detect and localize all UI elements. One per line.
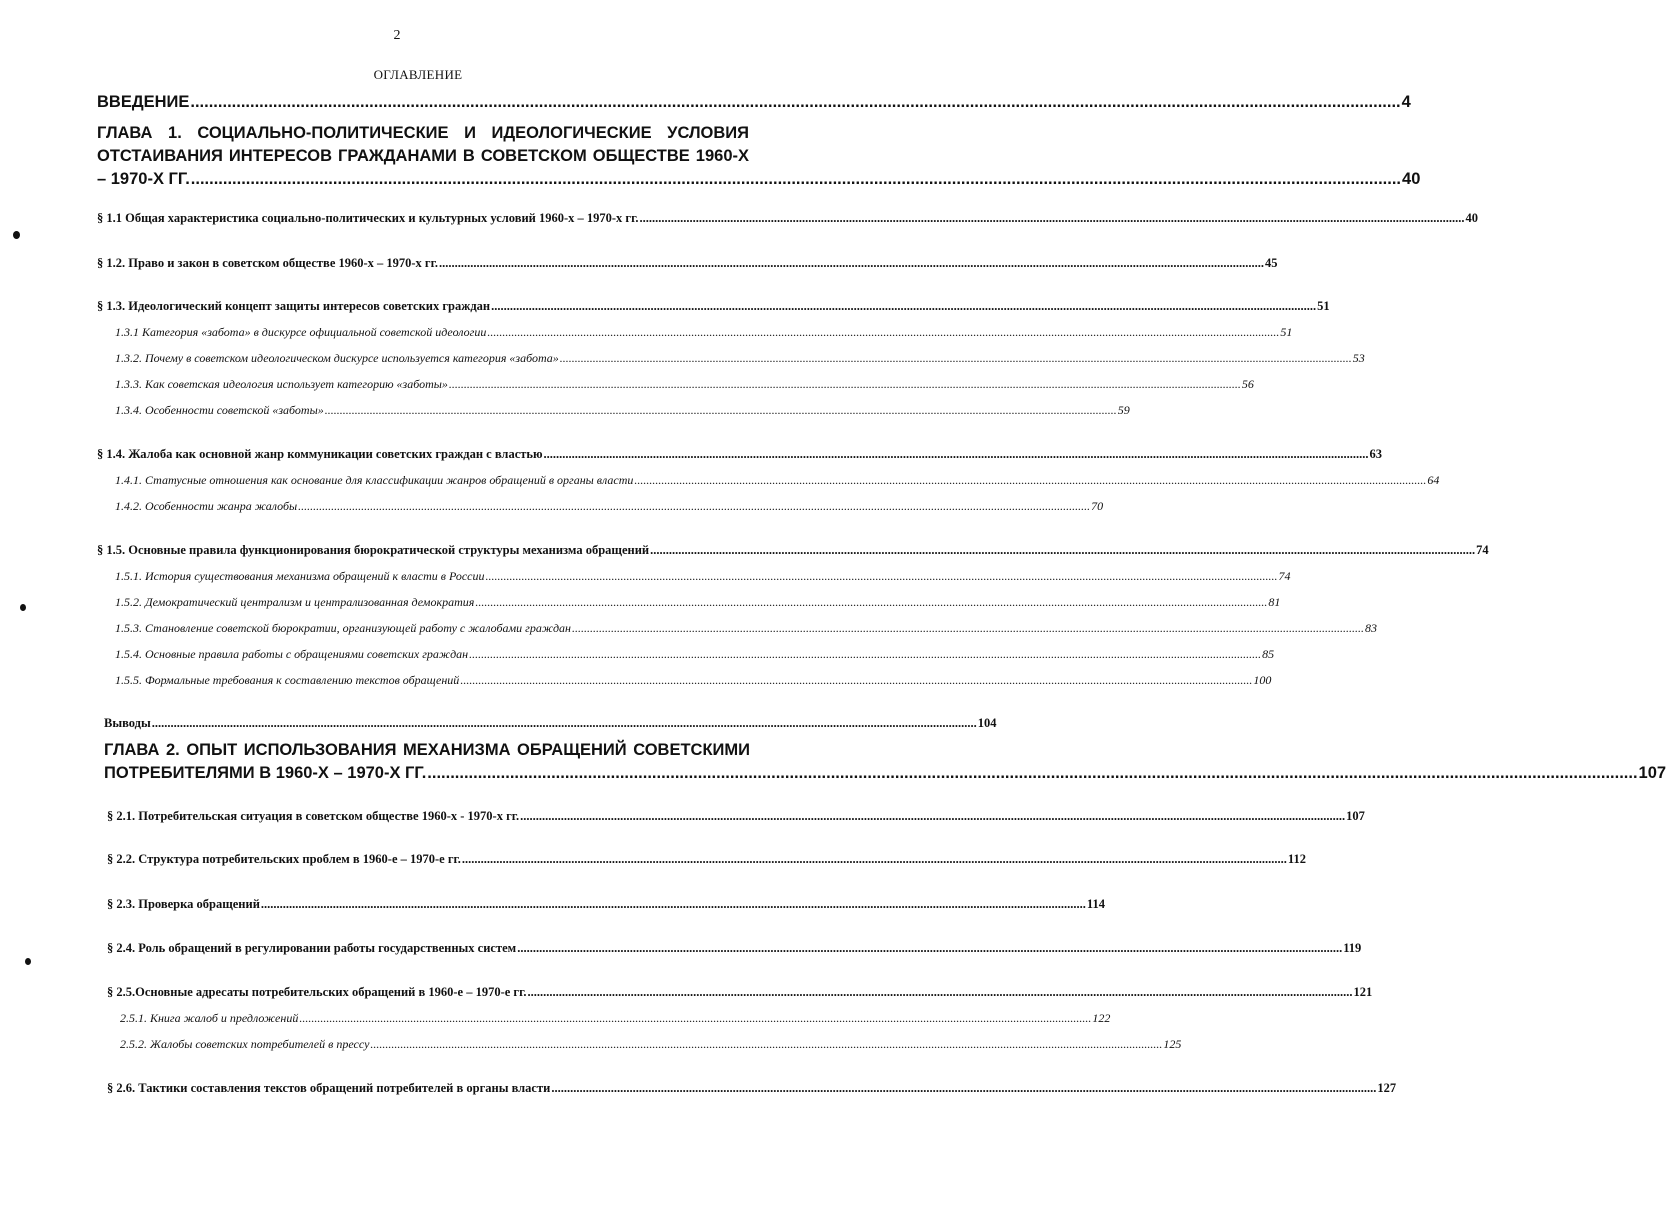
chapter-title-last-line <box>104 762 1666 785</box>
entry-text: ВВЕДЕНИЕ <box>97 93 190 111</box>
toc-entry-subsection[interactable] <box>115 351 1365 366</box>
entry-text: 1.5.4. Основные правила работы с обращениями советских граждан <box>115 647 469 661</box>
entry-text: 1.5.1. История существования механизма обращений к власти в России <box>115 569 485 583</box>
dot-leader <box>475 595 1267 610</box>
toc-entry-section[interactable] <box>107 897 1105 912</box>
entry-text: § 2.1. Потребительская ситуация в советском обществе 1960-х - 1970-х гг. <box>107 809 520 823</box>
entry-page: 4 <box>1401 93 1411 111</box>
entry-page: 114 <box>1086 897 1105 911</box>
dot-leader <box>491 299 1316 314</box>
entry-page: 107 <box>1638 764 1666 782</box>
dot-leader <box>462 852 1287 867</box>
toc-entry-subsection[interactable] <box>115 569 1291 584</box>
dot-leader <box>191 168 1401 191</box>
entry-text: § 2.3. Проверка обращений <box>107 897 260 911</box>
entry-text: 1.3.2. Почему в советском идеологическом дискурсе используется категория «забота» <box>115 351 559 365</box>
toc-entry-subsection[interactable] <box>115 647 1275 662</box>
toc-entry-subsection[interactable] <box>115 377 1254 392</box>
scan-speck <box>13 231 20 239</box>
toc-entry-chapter-2[interactable] <box>104 739 1666 785</box>
toc-entry-conclusions[interactable] <box>104 716 997 731</box>
toc-entry-subsection[interactable] <box>115 473 1440 488</box>
toc-entry-subsection[interactable] <box>120 1037 1182 1052</box>
toc-entry-subsection[interactable] <box>120 1011 1111 1026</box>
dot-leader <box>560 351 1352 366</box>
chapter-title-line: ОТСТАИВАНИЯ ИНТЕРЕСОВ ГРАЖДАНАМИ В СОВЕТСКОМ ОБЩЕСТВЕ 1960-Х <box>97 147 749 165</box>
toc-entry-section[interactable] <box>97 256 1278 271</box>
dot-leader <box>544 447 1369 462</box>
toc-entry-section[interactable] <box>107 1081 1397 1096</box>
dot-leader <box>551 1081 1376 1096</box>
entry-page: 74 <box>1278 569 1291 583</box>
page-number: 2 <box>393 28 401 43</box>
entry-page: 64 <box>1427 473 1440 487</box>
dot-leader <box>261 897 1086 912</box>
entry-text: § 1.1 Общая характеристика социально-политических и культурных условий 1960-х – 1970-х гг. <box>97 211 639 225</box>
chapter-title-line: ПОТРЕБИТЕЛЯМИ В 1960-Х – 1970-Х ГГ. <box>104 764 427 782</box>
toc-entry-subsection[interactable] <box>115 403 1130 418</box>
toc-entry-section[interactable] <box>97 299 1330 314</box>
dot-leader <box>487 325 1279 340</box>
toc-entry-chapter-1[interactable] <box>97 122 1421 191</box>
entry-page: 104 <box>977 716 997 730</box>
entry-page: 51 <box>1280 325 1293 339</box>
entry-page: 107 <box>1346 809 1365 823</box>
entry-page: 63 <box>1369 447 1383 461</box>
entry-text: 1.3.4. Особенности советской «заботы» <box>115 403 324 417</box>
chapter-title-last-line <box>97 168 1421 191</box>
entry-text: 1.4.2. Особенности жанра жалобы <box>115 499 298 513</box>
entry-page: 85 <box>1262 647 1275 661</box>
chapter-title-line: – 1970-Х ГГ. <box>97 170 190 188</box>
dot-leader <box>520 809 1345 824</box>
chapter-title-line: ГЛАВА 2. ОПЫТ ИСПОЛЬЗОВАНИЯ МЕХАНИЗМА ОБРАЩЕНИЙ СОВЕТСКИМИ <box>104 741 750 759</box>
toc-entry-section[interactable] <box>107 809 1365 824</box>
dot-leader <box>469 647 1261 662</box>
scan-speck <box>20 604 26 611</box>
entry-page: 51 <box>1317 299 1330 313</box>
entry-page: 70 <box>1091 499 1104 513</box>
dot-leader <box>650 543 1475 558</box>
entry-page: 122 <box>1092 1011 1111 1025</box>
toc-entry-introduction[interactable] <box>97 93 1411 112</box>
dot-leader <box>486 569 1278 584</box>
entry-page: 127 <box>1377 1081 1397 1095</box>
entry-page: 100 <box>1253 673 1272 687</box>
entry-text: 1.5.2. Демократический централизм и централизованная демократия <box>115 595 475 609</box>
toc-entry-section[interactable] <box>107 852 1306 867</box>
entry-page: 53 <box>1352 351 1365 365</box>
entry-text: Выводы <box>104 716 151 730</box>
entry-text: 1.5.5. Формальные требования к составлению текстов обращений <box>115 673 460 687</box>
entry-text: § 1.3. Идеологический концепт защиты интересов советских граждан <box>97 299 491 313</box>
entry-text: 1.5.3. Становление советской бюрократии, организующей работу с жалобами граждан <box>115 621 571 635</box>
dot-leader <box>528 985 1353 1000</box>
entry-text: 2.5.2. Жалобы советских потребителей в прессу <box>120 1037 370 1051</box>
dot-leader <box>325 403 1117 418</box>
entry-text: § 1.5. Основные правила функционирования бюрократической структуры механизма обращений <box>97 543 650 557</box>
entry-text: § 2.4. Роль обращений в регулировании работы государственных систем <box>107 941 517 955</box>
toc-entry-subsection[interactable] <box>115 673 1272 688</box>
entry-page: 125 <box>1163 1037 1182 1051</box>
toc-title: ОГЛАВЛЕНИЕ <box>373 67 463 82</box>
entry-text: § 2.6. Тактики составления текстов обращений потребителей в органы власти <box>107 1081 551 1095</box>
toc-entry-section[interactable] <box>107 941 1362 956</box>
toc-entry-section[interactable] <box>97 211 1478 226</box>
entry-page: 83 <box>1365 621 1377 635</box>
toc-entry-subsection[interactable] <box>115 595 1281 610</box>
entry-page: 40 <box>1465 211 1478 225</box>
toc-entry-section[interactable] <box>97 447 1383 462</box>
dot-leader <box>298 499 1090 514</box>
entry-page: 112 <box>1287 852 1306 866</box>
entry-text: 1.4.1. Статусные отношения как основание для классификации жанров обращений в органы власти <box>115 473 634 487</box>
toc-entry-section[interactable] <box>97 543 1489 558</box>
dot-leader <box>449 377 1241 392</box>
dot-leader <box>439 256 1264 271</box>
chapter-title-line: ГЛАВА 1. СОЦИАЛЬНО-ПОЛИТИЧЕСКИЕ И ИДЕОЛОГИЧЕСКИЕ УСЛОВИЯ <box>97 124 749 142</box>
dot-leader <box>634 473 1426 488</box>
entry-page: 56 <box>1241 377 1254 391</box>
dot-leader <box>460 673 1252 688</box>
entry-text: § 2.5.Основные адресаты потребительских обращений в 1960-е – 1970-е гг. <box>107 985 527 999</box>
entry-page: 40 <box>1402 170 1421 188</box>
dot-leader <box>152 716 977 731</box>
dot-leader <box>190 93 1400 112</box>
entry-text: § 1.4. Жалоба как основной жанр коммуникации советских граждан с властью <box>97 447 543 461</box>
dot-leader <box>370 1037 1162 1052</box>
entry-page: 45 <box>1265 256 1278 270</box>
entry-text: § 1.2. Право и закон в советском обществе 1960-х – 1970-х гг. <box>97 256 439 270</box>
entry-page: 121 <box>1353 985 1373 999</box>
dot-leader <box>299 1011 1091 1026</box>
toc-entry-section[interactable] <box>107 985 1373 1000</box>
scan-speck <box>25 958 31 965</box>
entry-page: 81 <box>1268 595 1281 609</box>
dot-leader <box>640 211 1465 226</box>
dot-leader <box>517 941 1342 956</box>
toc-entry-subsection[interactable] <box>115 621 1377 636</box>
entry-page: 59 <box>1117 403 1130 417</box>
entry-text: 1.3.3. Как советская идеология использует категорию «заботы» <box>115 377 448 391</box>
entry-text: § 2.2. Структура потребительских проблем в 1960-е – 1970-е гг. <box>107 852 461 866</box>
dot-leader <box>572 621 1364 636</box>
toc-entry-subsection[interactable] <box>115 499 1104 514</box>
entry-page: 74 <box>1476 543 1489 557</box>
entry-text: 1.3.1 Категория «забота» в дискурсе официальной советской идеологии <box>115 325 487 339</box>
toc-entry-subsection[interactable] <box>115 325 1293 340</box>
entry-text: 2.5.1. Книга жалоб и предложений <box>120 1011 299 1025</box>
dot-leader <box>427 762 1637 785</box>
entry-page: 119 <box>1343 941 1362 955</box>
